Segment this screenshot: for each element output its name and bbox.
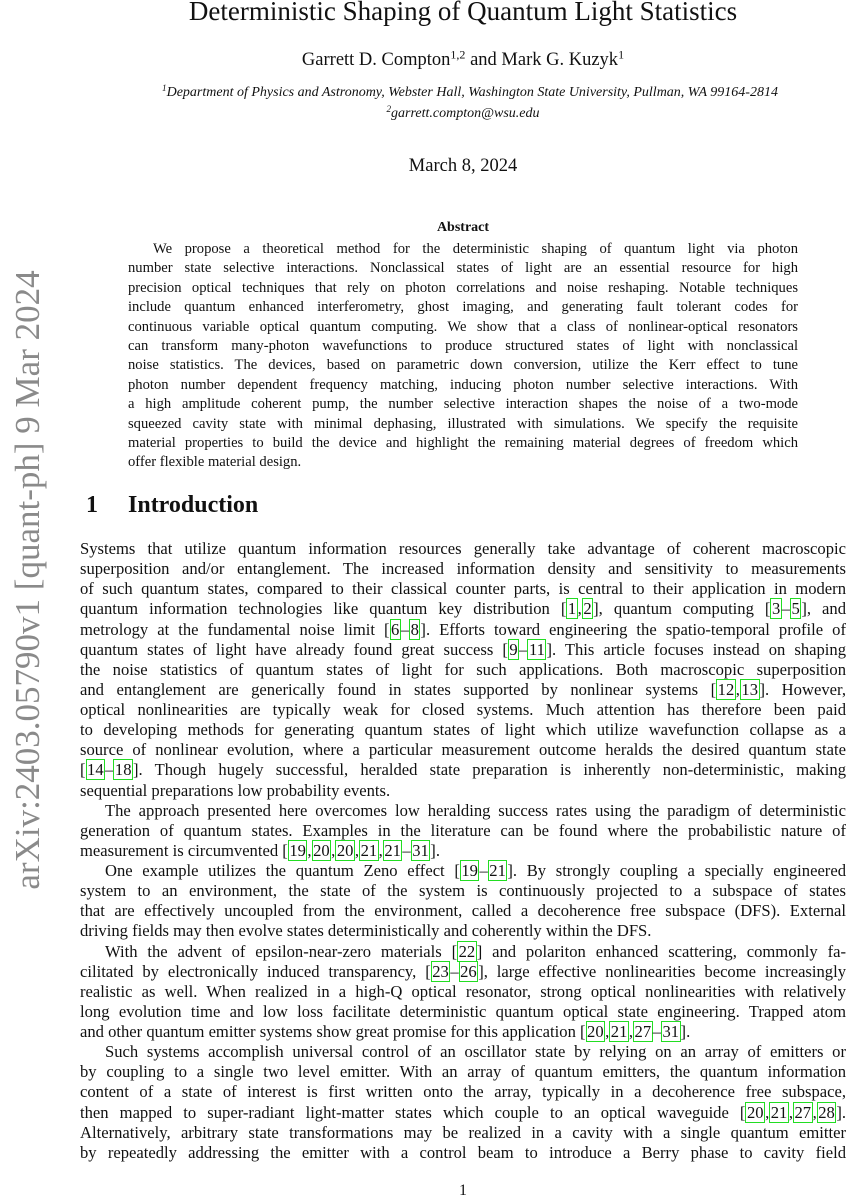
text-line: by coupling to a single two level emitter. With an array of quantum emitters, the quantum information [80,1062,846,1082]
citation-link[interactable]: 3 [771,599,781,619]
affiliation [70,85,846,101]
text-line: the noise statistics of quantum states of light for such applications. Both macroscopic superposition [80,659,846,679]
citation-link[interactable]: 26 [460,961,477,981]
publication-date: March 8, 2024 [408,156,518,176]
text-line: driving fields may then evolve states deterministically and coherently within the DFS. [80,921,652,941]
text-line: by repeatedly addressing the emitter with a control beam to introduce a Berry phase to cavity field [80,1142,846,1162]
citation-link[interactable]: 31 [662,1022,680,1041]
text-line: number state selective interactions. Nonclassical states of light are an essential resource for high [128,260,798,277]
author-list [80,47,846,71]
text-line: source of nonlinear evolution, where a particular measurement outcome heralds the desired quantum state [80,740,846,760]
text-line: a high amplitude coherent pump, the number selective interaction shapes the noise of a two-mode [128,396,798,413]
citation-link[interactable]: 23 [432,961,449,981]
text-line: realistic as well. When realized in a high-Q optical resonator, strong optical nonlinearities with relatively [80,981,846,1001]
paper-title: Deterministic Shaping of Quantum Light Statistics [188,0,738,26]
citation-link[interactable]: 20 [746,1102,764,1122]
citation-link[interactable]: 11 [528,639,545,659]
affiliation-marker: 1 [618,47,625,62]
citation-link[interactable]: 22 [458,941,476,961]
citation-link[interactable]: 27 [634,1022,652,1041]
text-line: optical nonlinearities are typically weak for closed systems. Much attention has therefore been paid [80,700,846,719]
citation-link[interactable]: 21 [489,861,506,880]
citation-link[interactable]: 9 [509,639,518,659]
affiliation-marker: 1 [162,83,167,93]
citation-link[interactable]: 6 [391,619,400,639]
citation-link[interactable]: 5 [791,599,800,619]
text-line: noise statistics. The devices, based on parametric down conversion, utilize the Kerr effect to tune [128,357,798,374]
citation-link[interactable]: 19 [461,861,478,880]
citation-link[interactable]: 19 [289,840,306,860]
text-line: We propose a theoretical method for the deterministic shaping of quantum light via photon [153,241,798,257]
citation-link[interactable]: 20 [336,840,354,860]
citation-link[interactable]: 21 [384,840,401,860]
text-line: Systems that utilize quantum information resources generally take advantage of coherent macroscopic [80,539,846,558]
text-line: to developing methods for generating quantum states of light which utilize wavefunction collapse as a [80,720,846,740]
text-line: offer flexible material design. [128,454,302,471]
abstract-heading: Abstract [436,220,490,235]
text-line: photon number dependent frequency matching, inducing photon number selective interactions. With [128,376,798,393]
text-line: generation of quantum states. Examples in the literature can be found where the probabilistic nature of [80,820,846,840]
text-line: Such systems accomplish universal control of an oscillator state by relying on an array of emitters or [105,1042,846,1062]
text-line: superposition and/or entanglement. The increased information density and sensitivity to measurements [80,559,846,579]
text-line: content of a state of interest is first written onto the array, typically in a decoherence free subspace, [80,1082,846,1102]
text-line: and entanglement are generically found in states supported by nonlinear systems [12,13]. However, [80,679,846,699]
affiliation-marker: 1,2 [450,47,466,62]
citation-link[interactable]: 14 [87,760,104,780]
text-line: and other quantum emitter systems show great promise for this application [20,21,27–31]. [80,1022,691,1041]
arxiv-identifier-stamp: arXiv:2403.05790v1 [quant-ph] 9 Mar 2024 [8,270,47,890]
text-line: long evolution time and low loss facilitate deterministic quantum optical state engineering. Trapped atom [80,1001,846,1021]
citation-link[interactable]: 20 [587,1022,604,1041]
section-heading [86,492,258,519]
text-line: sequential preparations low probability events. [80,780,391,800]
introduction-body [80,539,846,1163]
citation-link[interactable]: 1 [567,599,577,619]
text-line: With the advent of epsilon-near-zero materials [22] and polariton enhanced scattering, commonly fa- [105,941,846,961]
citation-link[interactable]: 21 [360,840,378,860]
text-line: precision optical techniques that rely on photon correlations and noise reshaping. Notable techniques [128,279,798,296]
text-line: material properties to build the device and highlight the remaining material degrees of freedom which [128,434,798,451]
citation-link[interactable]: 8 [410,619,419,639]
author-name: Garrett D. Compton [301,50,451,70]
text-line: quantum states of light have already found great success [9–11]. This article focuses instead on shaping [80,639,846,659]
citation-link[interactable]: 12 [717,679,735,699]
citation-link[interactable]: 21 [770,1102,788,1122]
text-line: then mapped to super-radiant light-matter states which couple to an optical waveguide [20,21,27,28]. [80,1102,846,1122]
email-text: garrett.compton@wsu.edu [391,106,540,121]
author-separator: and [465,50,502,70]
text-line: can transform many-photon wavefunctions to produce structured states of light with nonclassical [128,337,798,354]
citation-link[interactable]: 27 [794,1102,812,1122]
text-line: system to an environment, the state of the system is continuously projected to a subspace of states [80,881,846,901]
affiliation-text: Department of Physics and Astronomy, Webster Hall, Washington State University, Pullman, WA 99164-2814 [166,85,778,100]
text-line: of such quantum states, compared to their classical counter parts, is central to their application in modern [80,579,846,599]
citation-link[interactable]: 21 [610,1022,628,1041]
affiliation-marker: 2 [386,104,392,114]
citation-link[interactable]: 31 [412,840,429,860]
text-line: Alternatively, arbitrary state transformations may be realized in a cavity with a single quantum emitter [80,1122,846,1142]
abstract-body [128,240,798,473]
citation-link[interactable]: 20 [313,840,330,860]
page-number: 1 [459,1182,467,1199]
text-line: metrology at the fundamental noise limit [6–8]. Efforts toward engineering the spatio-temporal profile of [80,619,846,639]
citation-link[interactable]: 18 [114,760,132,780]
text-line: The approach presented here overcomes low heralding success rates using the paradigm of deterministic [105,800,846,820]
text-line: squeezed cavity state with minimal dephasing, illustrated with simulations. We specify the requisite [128,415,798,432]
text-line: [14–18]. Though hugely successful, heralded state preparation is inherently non-deterministic, making [80,760,846,780]
text-line: quantum information technologies like quantum key distribution [1,2], quantum computing [3–5], and [80,599,846,619]
text-line: measurement is circumvented [19,20,20,21,21–31]. [80,840,440,860]
text-line: One example utilizes the quantum Zeno effect [19–21]. By strongly coupling a specially engineered [105,861,846,880]
section-number: 1 [86,492,98,518]
text-line: cilitated by electronically induced transparency, [23–26], large effective nonlinearities become increasingly [80,961,846,981]
text-line: continuous variable optical quantum computing. We show that a class of nonlinear-optical resonators [128,318,798,335]
text-line: include quantum enhanced interferometry, ghost imaging, and generating fault tolerant codes for [128,299,798,316]
author-email [80,106,846,122]
text-line: that are effectively uncoupled from the environment, called a decoherence free subspace (DFS). External [80,901,846,921]
citation-link[interactable]: 28 [818,1102,835,1122]
author-name: Mark G. Kuzyk [501,50,619,70]
citation-link[interactable]: 13 [741,679,758,699]
citation-link[interactable]: 2 [583,599,592,619]
section-title: Introduction [128,492,259,518]
